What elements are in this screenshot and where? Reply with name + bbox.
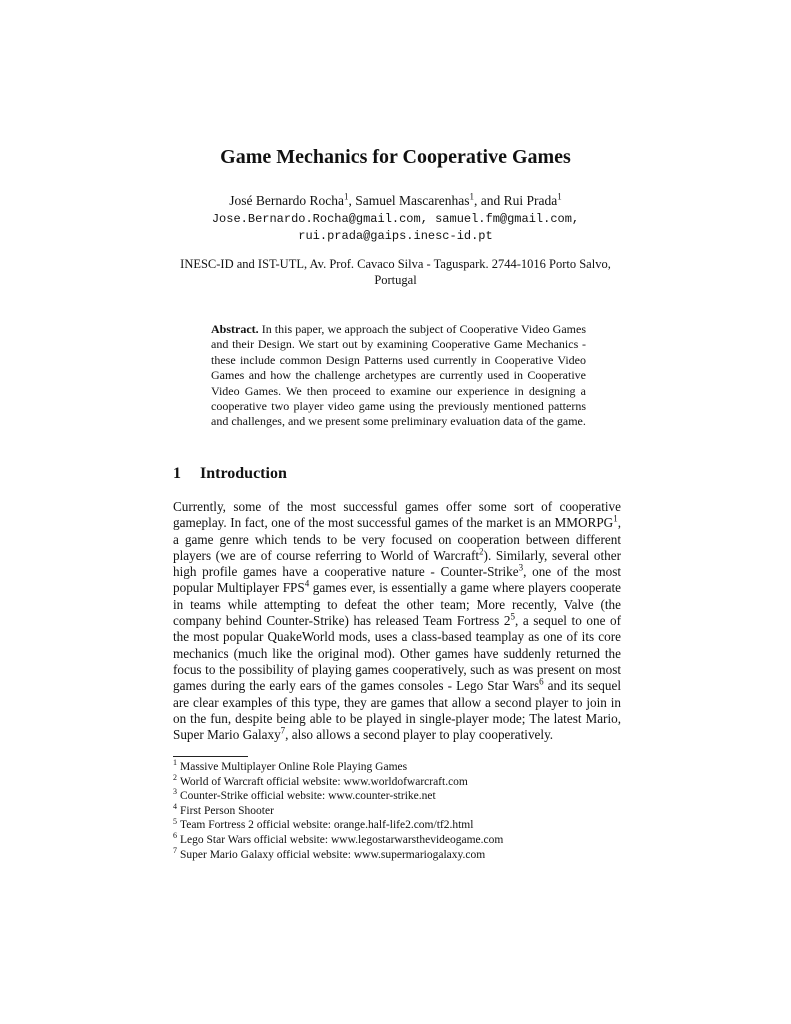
- author-list: [0, 193, 791, 209]
- footnote: [173, 833, 621, 848]
- footnote-divider: [173, 756, 248, 757]
- footnote-ref: 5: [510, 611, 515, 622]
- paragraph-text: games ever, is essentially a game where players cooperate in teams while attempting to defeat the other team; More recently, Valve (the company behind Counter-Strike) has released Team Fortress 2: [173, 580, 621, 629]
- footnote-text: Lego Star Wars official website: www.legostarwarsthevideogame.com: [180, 833, 504, 846]
- footnotes: [173, 760, 621, 862]
- footnote: [173, 818, 621, 833]
- section-heading: [173, 465, 287, 483]
- footnote: [173, 789, 621, 804]
- paragraph-text: Currently, some of the most successful games offer some sort of cooperative gameplay. In fact, one of the most successful games of the market is an MMORPG: [173, 499, 621, 531]
- footnote-text: Massive Multiplayer Online Role Playing Games: [180, 761, 408, 773]
- footnote-text: Team Fortress 2 official website: orange.half-life2.com/tf2.html: [180, 819, 474, 832]
- footnote-text: Super Mario Galaxy official website: www.supermariogalaxy.com: [180, 848, 486, 861]
- affiliation-mark: 1: [343, 191, 349, 202]
- author-separator: , and: [474, 193, 504, 208]
- email-line: Jose.Bernardo.Rocha@gmail.com, samuel.fm@gmail.com,: [211, 212, 580, 226]
- footnote-ref: 2: [479, 546, 484, 557]
- section-number: 1: [173, 465, 181, 482]
- paragraph-text: , a game genre which tends to be very focused on cooperation between different players (we are of course referring to World of Warcraft: [173, 515, 621, 563]
- footnote: [173, 801, 621, 819]
- footnote-mark: 6: [173, 831, 177, 841]
- affiliation: INESC-ID and IST-UTL, Av. Prof. Cavaco Silva - Taguspark. 2744-1016 Porto Salvo, Portugal: [180, 257, 611, 287]
- footnote: [173, 760, 621, 775]
- footnote: [173, 772, 621, 790]
- paragraph-text: ). Similarly, several other high profile games have a cooperative nature - Counter-Strike: [173, 547, 621, 580]
- author-name: José Bernardo Rocha: [229, 193, 344, 208]
- footnote-mark: 1: [173, 758, 177, 768]
- author-name: Rui Prada: [503, 193, 558, 208]
- footnote-text: World of Warcraft official website: www.worldofwarcraft.com: [180, 775, 468, 788]
- paragraph-text: and its sequel are clear examples of this type, they are games that allow a second player to join in on the fun, despite being able to be played in single-player mode; The latest Mario, Super Mario Galaxy: [173, 678, 621, 743]
- footnote-mark: 4: [173, 801, 177, 811]
- footnote-ref: 6: [539, 676, 544, 687]
- footnote-text: Counter-Strike official website: www.counter-strike.net: [180, 790, 436, 803]
- paragraph-text: , one of the most popular Multiplayer FPS: [173, 564, 621, 596]
- paragraph-text: , a sequel to one of the most popular QuakeWorld mods, uses a class-based teamplay as one of its core mechanics (much like the original mod). Other games have suddenly returned the focus to the possibility of playing games cooperatively, such as was present on most games during the early ears of the games consoles - Lego Star Wars: [173, 613, 621, 694]
- footnote-ref: 3: [518, 562, 524, 573]
- affiliation-mark: 1: [557, 191, 562, 202]
- footnote-text: First Person Shooter: [180, 804, 274, 817]
- footnote-ref: 4: [304, 579, 310, 590]
- intro-paragraph: [173, 499, 621, 743]
- footnote-mark: 5: [173, 816, 177, 826]
- paragraph-text: , also allows a second player to play cooperatively.: [285, 727, 554, 743]
- email-line: rui.prada@gaips.inesc-id.pt: [298, 229, 493, 243]
- author-separator: ,: [348, 193, 356, 208]
- abstract: [211, 322, 586, 430]
- abstract-label: Abstract.: [211, 322, 259, 336]
- paper-title: Game Mechanics for Cooperative Games: [220, 146, 571, 168]
- section-title: Introduction: [200, 465, 287, 482]
- abstract-text: In this paper, we approach the subject of Cooperative Video Games and their Design. We start out by examining Cooperative Game Mechanics - these include common Design Patterns used currently in Cooperative Video Games and how the challenge archetypes are currently used in Cooperative Video Games. We then proceed to examine our experience in designing a cooperative two player video game using the previously mentioned patterns and challenges, and we present some preliminary evaluation data of the game.: [211, 322, 586, 429]
- footnote-ref: 7: [280, 725, 286, 736]
- footnote-mark: 7: [173, 845, 177, 855]
- affiliation-mark: 1: [469, 191, 475, 202]
- footnote-mark: 3: [173, 787, 177, 797]
- author-emails: [0, 211, 791, 245]
- author-name: Samuel Mascarenhas: [355, 193, 470, 208]
- footnote: [173, 845, 621, 863]
- footnote-ref: 1: [613, 513, 618, 524]
- footnote-mark: 2: [173, 772, 177, 782]
